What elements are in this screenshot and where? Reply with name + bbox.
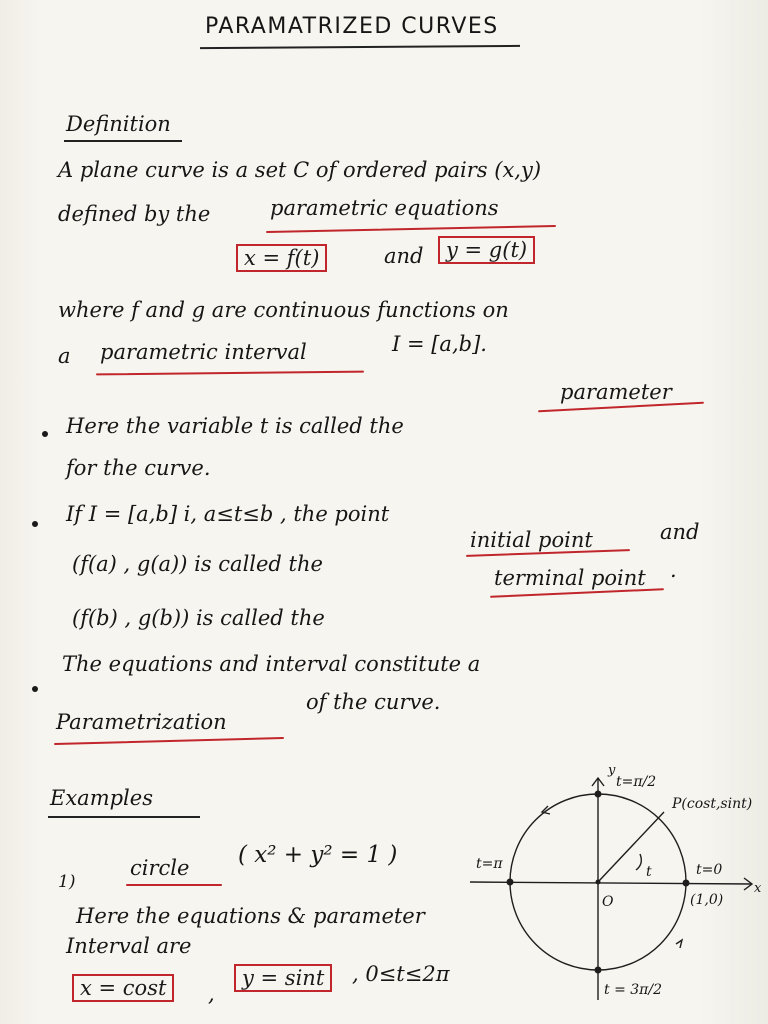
bullet-2-line-3-prefix: (f(b) , g(b)) is called the [72, 606, 325, 630]
y-axis-label: y [608, 763, 616, 778]
point-right [683, 880, 690, 887]
circle-label: circle [130, 856, 190, 880]
definition-line-2-prefix: defined by the [58, 202, 211, 226]
initial-point-text: initial point [470, 528, 593, 552]
page-title: PARAMATRIZED CURVES [205, 14, 499, 39]
left-label: t=π [476, 856, 503, 872]
terminal-point-text: terminal point [494, 566, 646, 590]
bullet-2-line-2-prefix: (f(a) , g(a)) is called the [72, 552, 323, 576]
point-bottom [595, 967, 602, 974]
definition-heading: Definition [66, 112, 171, 136]
equation-y-box: y = g(t) [438, 236, 535, 264]
angle-label: t [646, 864, 652, 880]
definition-line-5-prefix: a [58, 344, 71, 368]
right-label: t=0 [696, 862, 723, 878]
orientation-arrow-bottom [676, 940, 682, 948]
point-p-label: P(cost,sint) [672, 796, 753, 812]
radius-line [598, 812, 664, 882]
point-top [595, 791, 602, 798]
bullet-3-line-2-suffix: of the curve. [306, 690, 441, 714]
examples-heading: Examples [50, 786, 153, 810]
bullet-3-line-1: The equations and interval constitute a [62, 652, 481, 676]
equation-and: and [384, 244, 424, 268]
example-line-here: Here the equations & parameter [76, 904, 425, 928]
bullet-2-line-2-suffix: and [660, 520, 700, 544]
right-point-label: (1,0) [690, 892, 724, 908]
top-label: t=π/2 [616, 774, 657, 790]
example-eq-comma: , [208, 982, 215, 1006]
definition-line-5-underlined: parametric interval [100, 340, 307, 364]
example-eq-range: , 0≤t≤2π [352, 962, 450, 986]
example-line-interval: Interval are [66, 934, 192, 958]
definition-line-4: where f and g are continuous functions on [58, 298, 509, 322]
point-left [507, 879, 514, 886]
circle-equation: ( x² + y² = 1 ) [238, 842, 398, 868]
orientation-arrow-top [542, 806, 550, 814]
example-number: 1) [58, 872, 76, 892]
x-axis-label: x [754, 881, 762, 896]
bullet-1-line-1-prefix: Here the variable t is called the [66, 414, 404, 438]
origin-point [596, 880, 601, 885]
parametrization-text: Parametrization [56, 710, 227, 734]
example-eq-y-box: y = sint [234, 964, 332, 992]
bullet-1-parameter: parameter [560, 380, 672, 404]
origin-label: O [602, 894, 614, 910]
bullet-2-line-3-suffix: . [670, 558, 677, 582]
example-eq-x-box: x = cost [72, 974, 174, 1002]
angle-arc [636, 854, 641, 870]
definition-line-2-underlined: parametric equations [270, 196, 499, 220]
bottom-label: t = 3π/2 [604, 982, 662, 998]
definition-line-5-suffix: I = [a,b]. [392, 332, 487, 356]
equation-x-box: x = f(t) [236, 244, 327, 272]
definition-line-1: A plane curve is a set C of ordered pairs (x,y) [58, 158, 542, 182]
bullet-2-line-1: If I = [a,b] i, a≤t≤b , the point [66, 502, 390, 526]
bullet-1-line-2: for the curve. [66, 456, 211, 480]
